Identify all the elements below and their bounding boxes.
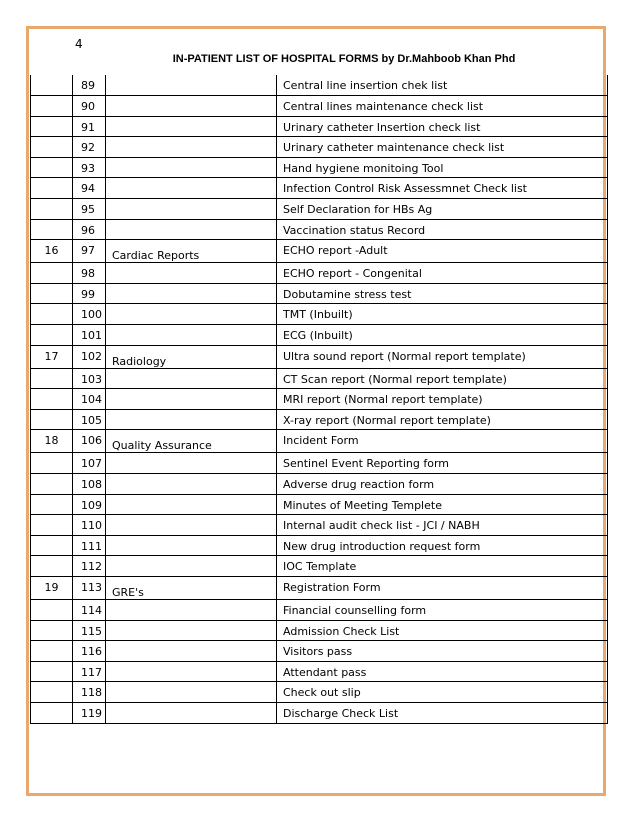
category-cell — [106, 116, 277, 137]
category-cell — [106, 661, 277, 682]
category-cell — [106, 641, 277, 662]
section-number-cell — [31, 137, 73, 158]
form-number-cell: 119 — [73, 702, 106, 723]
form-name-cell: MRI report (Normal report template) — [277, 389, 608, 410]
section-number-cell — [31, 389, 73, 410]
form-name-cell: Minutes of Meeting Templete — [277, 494, 608, 515]
form-name-cell: Urinary catheter Insertion check list — [277, 116, 608, 137]
category-cell — [106, 240, 277, 263]
form-name-cell: Check out slip — [277, 682, 608, 703]
form-name-cell: Ultra sound report (Normal report template) — [277, 345, 608, 368]
section-number-cell — [31, 96, 73, 117]
table-row — [31, 474, 608, 495]
section-number-cell — [31, 219, 73, 240]
form-name-cell: ECHO report - Congenital — [277, 263, 608, 284]
category-cell — [106, 389, 277, 410]
section-number-cell — [31, 157, 73, 178]
category-cell — [106, 599, 277, 620]
category-cell — [106, 137, 277, 158]
page-number: 4 — [75, 37, 83, 51]
category-cell — [106, 430, 277, 453]
form-name-cell: Infection Control Risk Assessmnet Check list — [277, 178, 608, 199]
section-number-cell: 18 — [31, 430, 73, 453]
table-row — [31, 409, 608, 430]
form-name-cell: IOC Template — [277, 556, 608, 577]
form-number-cell: 110 — [73, 515, 106, 536]
form-number-cell: 117 — [73, 661, 106, 682]
form-name-cell: Registration Form — [277, 576, 608, 599]
category-cell — [106, 576, 277, 599]
section-number-cell — [31, 641, 73, 662]
section-number-cell — [31, 599, 73, 620]
category-cell — [106, 556, 277, 577]
table-row — [31, 535, 608, 556]
form-number-cell: 98 — [73, 263, 106, 284]
form-number-cell: 96 — [73, 219, 106, 240]
form-name-cell: Central line insertion chek list — [277, 75, 608, 96]
form-number-cell: 91 — [73, 116, 106, 137]
form-number-cell: 92 — [73, 137, 106, 158]
category-cell — [106, 474, 277, 495]
category-cell — [106, 368, 277, 389]
table-row — [31, 368, 608, 389]
section-number-cell: 19 — [31, 576, 73, 599]
form-number-cell: 106 — [73, 430, 106, 453]
form-number-cell: 102 — [73, 345, 106, 368]
form-number-cell: 101 — [73, 325, 106, 346]
category-label: Cardiac Reports — [112, 249, 200, 263]
category-cell — [106, 494, 277, 515]
form-number-cell: 95 — [73, 199, 106, 220]
table-row — [31, 96, 608, 117]
forms-table-body — [31, 75, 608, 723]
table-row — [31, 178, 608, 199]
table-row — [31, 661, 608, 682]
category-label: GRE's — [112, 585, 144, 599]
category-label: Radiology — [112, 354, 167, 368]
table-row — [31, 494, 608, 515]
document-title: IN-PATIENT LIST OF HOSPITAL FORMS by Dr.Mahboob Khan Phd — [172, 53, 516, 65]
section-number-cell — [31, 263, 73, 284]
form-name-cell: Incident Form — [277, 430, 608, 453]
form-name-cell: Admission Check List — [277, 620, 608, 641]
table-row — [31, 304, 608, 325]
form-number-cell: 103 — [73, 368, 106, 389]
table-row — [31, 515, 608, 536]
category-cell — [106, 75, 277, 96]
category-cell — [106, 283, 277, 304]
form-number-cell: 94 — [73, 178, 106, 199]
form-number-cell: 118 — [73, 682, 106, 703]
table-row — [31, 576, 608, 599]
table-row — [31, 240, 608, 263]
form-name-cell: Internal audit check list - JCI / NABH — [277, 515, 608, 536]
category-cell — [106, 702, 277, 723]
form-name-cell: Dobutamine stress test — [277, 283, 608, 304]
form-number-cell: 111 — [73, 535, 106, 556]
section-number-cell — [31, 494, 73, 515]
table-row — [31, 345, 608, 368]
category-cell — [106, 304, 277, 325]
section-number-cell — [31, 75, 73, 96]
section-number-cell — [31, 620, 73, 641]
form-name-cell: New drug introduction request form — [277, 535, 608, 556]
form-name-cell: Hand hygiene monitoing Tool — [277, 157, 608, 178]
table-row — [31, 75, 608, 96]
form-name-cell: Attendant pass — [277, 661, 608, 682]
table-row — [31, 556, 608, 577]
form-number-cell: 97 — [73, 240, 106, 263]
form-name-cell: Adverse drug reaction form — [277, 474, 608, 495]
form-number-cell: 93 — [73, 157, 106, 178]
category-cell — [106, 263, 277, 284]
section-number-cell — [31, 116, 73, 137]
form-number-cell: 100 — [73, 304, 106, 325]
form-number-cell: 89 — [73, 75, 106, 96]
form-name-cell: Self Declaration for HBs Ag — [277, 199, 608, 220]
form-name-cell: Central lines maintenance check list — [277, 96, 608, 117]
category-cell — [106, 409, 277, 430]
forms-table — [30, 75, 608, 724]
section-number-cell — [31, 199, 73, 220]
section-number-cell — [31, 453, 73, 474]
table-row — [31, 599, 608, 620]
table-row — [31, 263, 608, 284]
section-number-cell — [31, 661, 73, 682]
table-row — [31, 641, 608, 662]
category-cell — [106, 515, 277, 536]
form-name-cell: Urinary catheter maintenance check list — [277, 137, 608, 158]
form-name-cell: Visitors pass — [277, 641, 608, 662]
category-label: Quality Assurance — [112, 439, 212, 453]
section-number-cell — [31, 515, 73, 536]
section-number-cell — [31, 535, 73, 556]
table-row — [31, 453, 608, 474]
section-number-cell — [31, 409, 73, 430]
category-cell — [106, 453, 277, 474]
category-cell — [106, 682, 277, 703]
section-number-cell — [31, 325, 73, 346]
form-number-cell: 107 — [73, 453, 106, 474]
table-row — [31, 219, 608, 240]
section-number-cell — [31, 283, 73, 304]
form-number-cell: 105 — [73, 409, 106, 430]
category-cell — [106, 345, 277, 368]
section-number-cell — [31, 474, 73, 495]
form-number-cell: 108 — [73, 474, 106, 495]
form-name-cell: Financial counselling form — [277, 599, 608, 620]
form-number-cell: 113 — [73, 576, 106, 599]
category-cell — [106, 620, 277, 641]
category-cell — [106, 219, 277, 240]
section-number-cell — [31, 556, 73, 577]
form-name-cell: TMT (Inbuilt) — [277, 304, 608, 325]
table-row — [31, 702, 608, 723]
section-number-cell: 16 — [31, 240, 73, 263]
form-number-cell: 104 — [73, 389, 106, 410]
section-number-cell — [31, 178, 73, 199]
table-row — [31, 389, 608, 410]
form-name-cell: ECG (Inbuilt) — [277, 325, 608, 346]
category-cell — [106, 96, 277, 117]
table-row — [31, 682, 608, 703]
form-number-cell: 115 — [73, 620, 106, 641]
form-number-cell: 90 — [73, 96, 106, 117]
category-cell — [106, 157, 277, 178]
category-cell — [106, 199, 277, 220]
table-row — [31, 283, 608, 304]
table-row — [31, 116, 608, 137]
form-number-cell: 114 — [73, 599, 106, 620]
form-number-cell: 116 — [73, 641, 106, 662]
table-row — [31, 325, 608, 346]
form-name-cell: Vaccination status Record — [277, 219, 608, 240]
table-row — [31, 620, 608, 641]
form-number-cell: 99 — [73, 283, 106, 304]
table-row — [31, 199, 608, 220]
form-name-cell: Sentinel Event Reporting form — [277, 453, 608, 474]
table-row — [31, 430, 608, 453]
section-number-cell — [31, 368, 73, 389]
table-row — [31, 137, 608, 158]
table-row — [31, 157, 608, 178]
section-number-cell — [31, 304, 73, 325]
category-cell — [106, 178, 277, 199]
form-name-cell: CT Scan report (Normal report template) — [277, 368, 608, 389]
section-number-cell — [31, 682, 73, 703]
form-name-cell: Discharge Check List — [277, 702, 608, 723]
category-cell — [106, 535, 277, 556]
category-cell — [106, 325, 277, 346]
form-name-cell: X-ray report (Normal report template) — [277, 409, 608, 430]
section-number-cell: 17 — [31, 345, 73, 368]
form-name-cell: ECHO report -Adult — [277, 240, 608, 263]
form-number-cell: 109 — [73, 494, 106, 515]
form-number-cell: 112 — [73, 556, 106, 577]
section-number-cell — [31, 702, 73, 723]
